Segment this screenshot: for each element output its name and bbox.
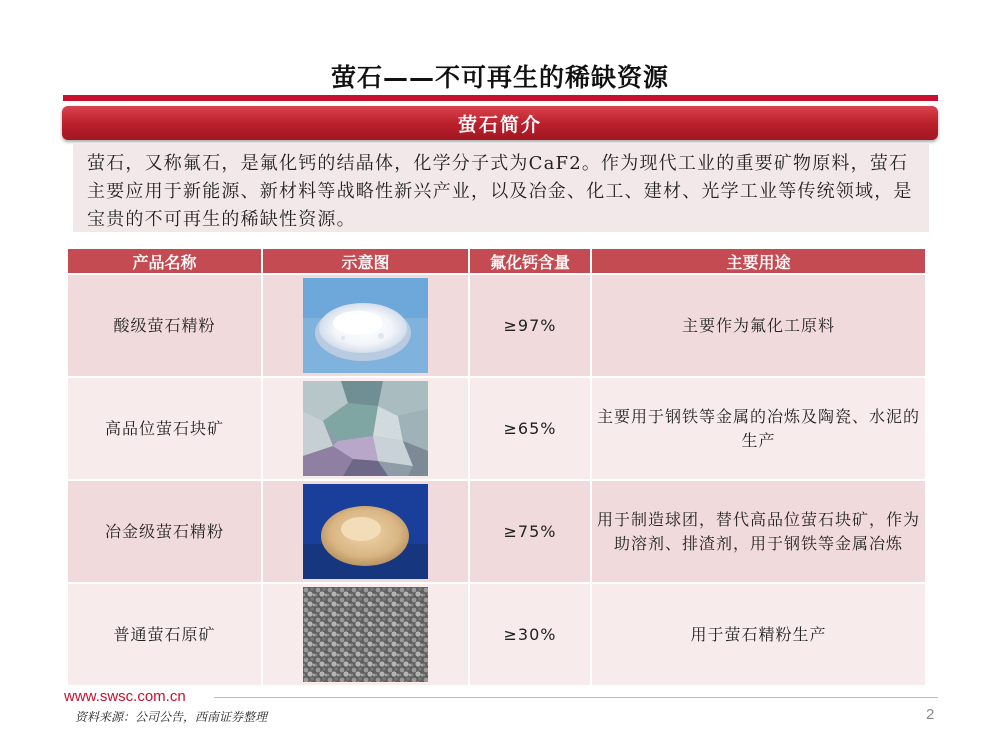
table-row (68, 376, 925, 479)
section-header-label: 萤石简介 (457, 113, 542, 136)
caf2-content: ≥65% (470, 378, 592, 479)
product-table (68, 249, 925, 685)
product-image-cell (263, 584, 470, 685)
footer-divider (214, 697, 938, 698)
product-name: 高品位萤石块矿 (68, 378, 263, 479)
product-name: 普通萤石原矿 (68, 584, 263, 685)
main-use: 主要作为氟化工原料 (592, 275, 925, 376)
gravel-ore-image (303, 587, 428, 682)
title-divider (63, 95, 938, 101)
footer-source-note: 资料来源：公司公告，西南证券整理 (75, 710, 268, 724)
product-image-cell (263, 378, 470, 479)
intro-paragraph: 萤石，又称氟石，是氟化钙的结晶体，化学分子式为CaF2。作为现代工业的重要矿物原料，萤石主要应用于新能源、新材料等战略性新兴产业，以及冶金、化工、建材、光学工业等传统领域，是宝贵的不可再生的稀缺性资源。 (73, 144, 929, 232)
table-row (68, 479, 925, 582)
product-image-cell (263, 275, 470, 376)
caf2-content: ≥97% (470, 275, 592, 376)
main-use: 用于萤石精粉生产 (592, 584, 925, 685)
tan-powder-image (303, 484, 428, 579)
product-name: 冶金级萤石精粉 (68, 481, 263, 582)
product-image-cell (263, 481, 470, 582)
header-image: 示意图 (263, 249, 470, 273)
section-header (62, 106, 938, 140)
product-name: 酸级萤石精粉 (68, 275, 263, 376)
white-powder-image (303, 278, 428, 373)
header-main-use: 主要用途 (726, 252, 791, 272)
fluorite-lumps-image (303, 381, 428, 476)
main-use: 主要用于钢铁等金属的冶炼及陶瓷、水泥的生产 (592, 378, 925, 479)
footer-website-link[interactable]: www.swsc.com.cn (64, 688, 186, 705)
table-row (68, 273, 925, 376)
table-header-row (68, 249, 925, 273)
table-row (68, 582, 925, 685)
header-product-name: 产品名称 (68, 249, 263, 273)
page-title: 萤石——不可再生的稀缺资源 (330, 63, 669, 92)
caf2-content: ≥30% (470, 584, 592, 685)
header-caf2-content: 氟化钙含量 (470, 249, 592, 273)
page-number: 2 (926, 706, 935, 723)
caf2-content: ≥75% (470, 481, 592, 582)
main-use: 用于制造球团，替代高品位萤石块矿，作为助溶剂、排渣剂，用于钢铁等金属冶炼 (592, 481, 925, 582)
